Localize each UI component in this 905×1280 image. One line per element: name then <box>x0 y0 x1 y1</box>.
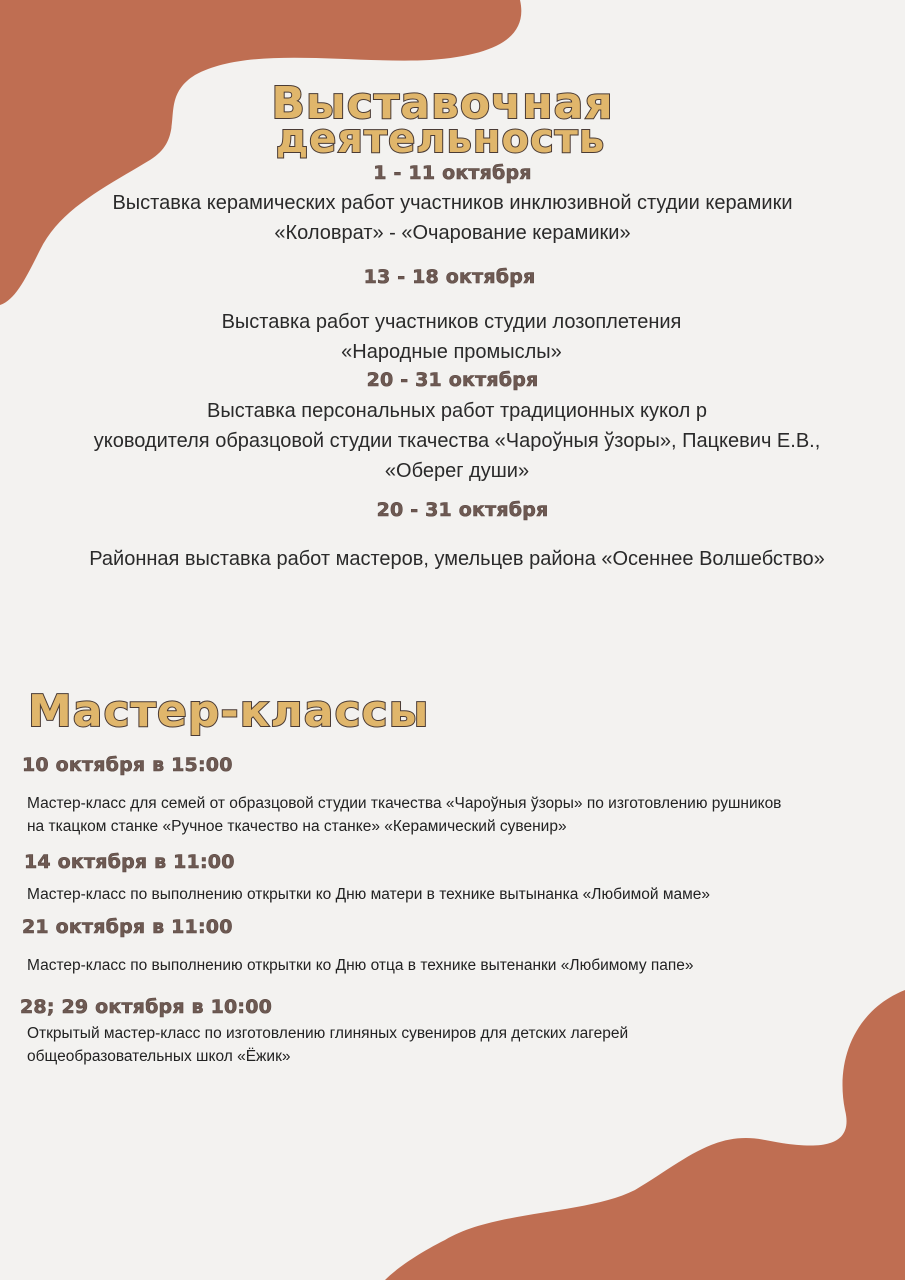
master-class-date: 14 октября в 11:00 <box>24 851 235 873</box>
text-line: Мастер-класс для семей от образцовой студии ткачества «Чароўныя ўзоры» по изготовлению рушников <box>27 795 782 812</box>
exhibition-date: 20 - 31 октября <box>376 499 549 521</box>
text-line: Выставка керамических работ участников инклюзивной студии керамики <box>112 192 793 214</box>
exhibitions-title-line1: Выставочная <box>271 78 614 129</box>
master-class-date: 10 октября в 15:00 <box>22 754 233 776</box>
exhibition-description <box>27 544 905 574</box>
master-class-date: 21 октября в 11:00 <box>22 916 233 938</box>
master-class-date: 28; 29 октября в 10:00 <box>20 996 273 1018</box>
text-line: Выставка работ участников студии лозоплетения <box>221 311 682 333</box>
master-class-description <box>27 1022 897 1068</box>
exhibition-date: 1 - 11 октября <box>373 162 532 184</box>
master-class-description <box>27 883 897 906</box>
master-classes-title: Мастер-классы <box>28 686 430 737</box>
text-line: уководителя образцовой студии ткачества «Чароўныя ўзоры», Пацкевич Е.В., <box>93 430 821 452</box>
text-line: Мастер-класс по выполнению открытки ко Дню отца в технике вытенанки «Любимому папе» <box>27 957 694 974</box>
exhibition-description <box>0 188 905 248</box>
master-class-description <box>27 954 897 977</box>
text-line: «Коловрат» - «Очарование керамики» <box>274 222 631 244</box>
exhibition-description <box>0 307 904 367</box>
text-line: общеобразовательных школ «Ёжик» <box>27 1048 291 1065</box>
exhibition-date: 13 - 18 октября <box>363 266 536 288</box>
master-class-description <box>27 792 897 838</box>
exhibition-date: 20 - 31 октября <box>366 369 539 391</box>
text-line: «Оберег души» <box>384 460 530 482</box>
text-line: на ткацком станке «Ручное ткачество на станке» «Керамический сувенир» <box>27 818 567 835</box>
text-line: Открытый мастер-класс по изготовлению глиняных сувениров для детских лагерей <box>27 1025 629 1042</box>
text-line: Районная выставка работ мастеров, умельцев района «Осеннее Волшебство» <box>89 548 825 570</box>
text-line: «Народные промыслы» <box>341 341 562 363</box>
exhibition-description <box>27 396 905 486</box>
text-line: Мастер-класс по выполнению открытки ко Дню матери в технике вытынанка «Любимой маме» <box>27 886 711 903</box>
exhibitions-title-line2: деятельность <box>275 116 606 162</box>
text-line: Выставка персональных работ традиционных кукол р <box>206 400 708 422</box>
